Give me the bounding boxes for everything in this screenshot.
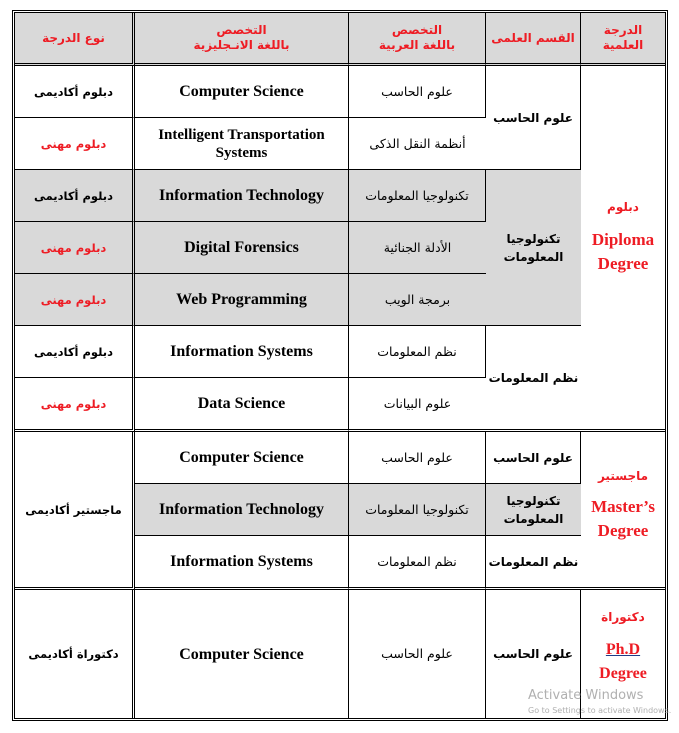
department-text: نظم المعلومات (488, 554, 579, 569)
header-specialization-english (135, 13, 349, 66)
table-row (15, 66, 665, 118)
department-text-line2: المعلومات (503, 249, 564, 264)
academic-degree-cell-diploma (581, 66, 665, 432)
department-text: نظم المعلومات (488, 370, 579, 385)
activate-windows-watermark: Activate Windows (528, 688, 644, 703)
specialization-arabic-cell (349, 222, 486, 274)
table-header-row (15, 13, 665, 66)
department-text-line1: تكنولوجيا (506, 231, 561, 246)
degree-type-cell (15, 170, 135, 222)
specialization-english-cell (135, 222, 349, 274)
degree-english-label-line2: Degree (597, 253, 649, 273)
specialization-arabic-cell (349, 536, 486, 590)
header-specialization-arabic-line1: التخصص (391, 23, 443, 37)
degree-type-text: دكتوراة أكاديمى (28, 647, 119, 661)
specialization-english-text: Information Systems (170, 553, 313, 570)
table-row (15, 170, 665, 222)
department-text: علوم الحاسب (493, 450, 573, 465)
degree-type-text: دبلوم مهنى (40, 240, 107, 255)
degree-type-cell (15, 432, 135, 590)
department-text-line2: المعلومات (503, 511, 564, 526)
degree-english-label-line2: Degree (597, 520, 649, 540)
degree-type-cell (15, 326, 135, 378)
specialization-arabic-cell (349, 118, 486, 170)
specialization-english-cell (135, 326, 349, 378)
header-specialization-english-line1: التخصص (216, 23, 267, 37)
degree-english-label-line1: Ph.D (605, 641, 641, 658)
specialization-english-cell (135, 484, 349, 536)
specialization-english-cell (135, 378, 349, 432)
specialization-english-text: Information Systems (170, 343, 313, 360)
specialization-english-text-line2: Systems (215, 144, 268, 161)
specialization-arabic-text: نظم المعلومات (377, 553, 457, 569)
degree-type-text: دبلوم أكاديمى (33, 344, 114, 359)
specialization-english-cell (135, 432, 349, 484)
department-cell (486, 484, 581, 536)
header-specialization-english-line2: باللغة الانـجليزية (193, 38, 290, 52)
specialization-english-cell (135, 536, 349, 590)
degree-type-text: دبلوم أكاديمى (33, 84, 114, 99)
degree-type-text: ماجستير أكاديمى (25, 502, 122, 517)
header-academic-degree-line1: الدرجة (603, 23, 643, 37)
degree-type-text: دبلوم أكاديمى (33, 188, 114, 203)
degree-type-text: دبلوم مهنى (40, 136, 107, 151)
specialization-english-text: Web Programming (176, 291, 307, 308)
degree-english-label-line2: Degree (599, 665, 647, 682)
degree-type-cell (15, 590, 135, 718)
header-academic-degree-line2: العلمية (602, 38, 644, 52)
specialization-arabic-text: برمجة الويب (384, 291, 451, 307)
department-cell (486, 326, 581, 432)
specialization-english-text-line1: Intelligent Transportation (158, 126, 325, 143)
specialization-arabic-text: تكنولوجيا المعلومات (365, 187, 469, 203)
specialization-english-text: Information Technology (159, 187, 324, 204)
specialization-arabic-text: علوم الحاسب (381, 83, 453, 99)
header-specialization-arabic-line2: باللغة العربية (378, 38, 456, 52)
specialization-english-text: Information Technology (159, 501, 324, 518)
specialization-arabic-text: الأدلة الجنائية (383, 239, 452, 255)
specialization-arabic-cell (349, 432, 486, 484)
degree-type-cell (15, 118, 135, 170)
academic-degree-cell-master (581, 432, 665, 590)
header-degree-type: نوع الدرجة (15, 13, 135, 66)
specialization-english-cell (135, 170, 349, 222)
degree-programs-table (12, 10, 668, 721)
department-cell (486, 170, 581, 326)
header-specialization-arabic (349, 13, 486, 66)
specialization-english-text: Computer Science (179, 83, 304, 100)
specialization-arabic-text: علوم الحاسب (381, 449, 453, 465)
specialization-arabic-text: أنظمة النقل الذكى (369, 135, 466, 151)
specialization-arabic-text: تكنولوجيا المعلومات (365, 501, 469, 517)
specialization-arabic-text: علوم الحاسب (381, 646, 453, 661)
specialization-arabic-cell (349, 66, 486, 118)
specialization-arabic-cell (349, 590, 486, 718)
degree-english-label-line1: Master’s (591, 496, 655, 516)
degree-type-text: دبلوم مهنى (40, 292, 107, 307)
degree-type-cell (15, 222, 135, 274)
department-cell (486, 432, 581, 484)
degree-type-cell (15, 66, 135, 118)
specialization-arabic-cell (349, 170, 486, 222)
specialization-english-text: Computer Science (179, 645, 304, 663)
specialization-arabic-cell (349, 274, 486, 326)
header-department: القسم العلمى (486, 13, 581, 66)
degree-english-label-line1: Diploma (591, 229, 655, 249)
department-text-line1: تكنولوجيا (506, 493, 561, 508)
degree-arabic-label: دكتوراة (601, 610, 645, 624)
department-cell (486, 66, 581, 170)
specialization-arabic-text: علوم البيانات (383, 395, 452, 411)
specialization-english-cell (135, 590, 349, 718)
specialization-english-text: Digital Forensics (184, 239, 299, 256)
table-row (15, 432, 665, 484)
header-academic-degree (581, 13, 665, 66)
specialization-arabic-text: نظم المعلومات (377, 343, 457, 359)
specialization-arabic-cell (349, 378, 486, 432)
table-row (15, 326, 665, 378)
degree-type-cell (15, 274, 135, 326)
department-cell (486, 536, 581, 590)
department-text: علوم الحاسب (493, 647, 573, 661)
specialization-english-cell (135, 118, 349, 170)
degree-arabic-label: دبلوم (607, 199, 639, 214)
degree-type-text: دبلوم مهنى (40, 396, 107, 411)
department-text: علوم الحاسب (493, 110, 573, 125)
specialization-english-cell (135, 274, 349, 326)
specialization-arabic-cell (349, 326, 486, 378)
specialization-arabic-cell (349, 484, 486, 536)
specialization-english-cell (135, 66, 349, 118)
activate-windows-subtext: Go to Settings to activate Windows. (528, 706, 672, 715)
specialization-english-text: Computer Science (179, 449, 304, 466)
degree-type-cell (15, 378, 135, 432)
degree-arabic-label: ماجستير (597, 468, 649, 483)
specialization-english-text: Data Science (197, 395, 286, 412)
